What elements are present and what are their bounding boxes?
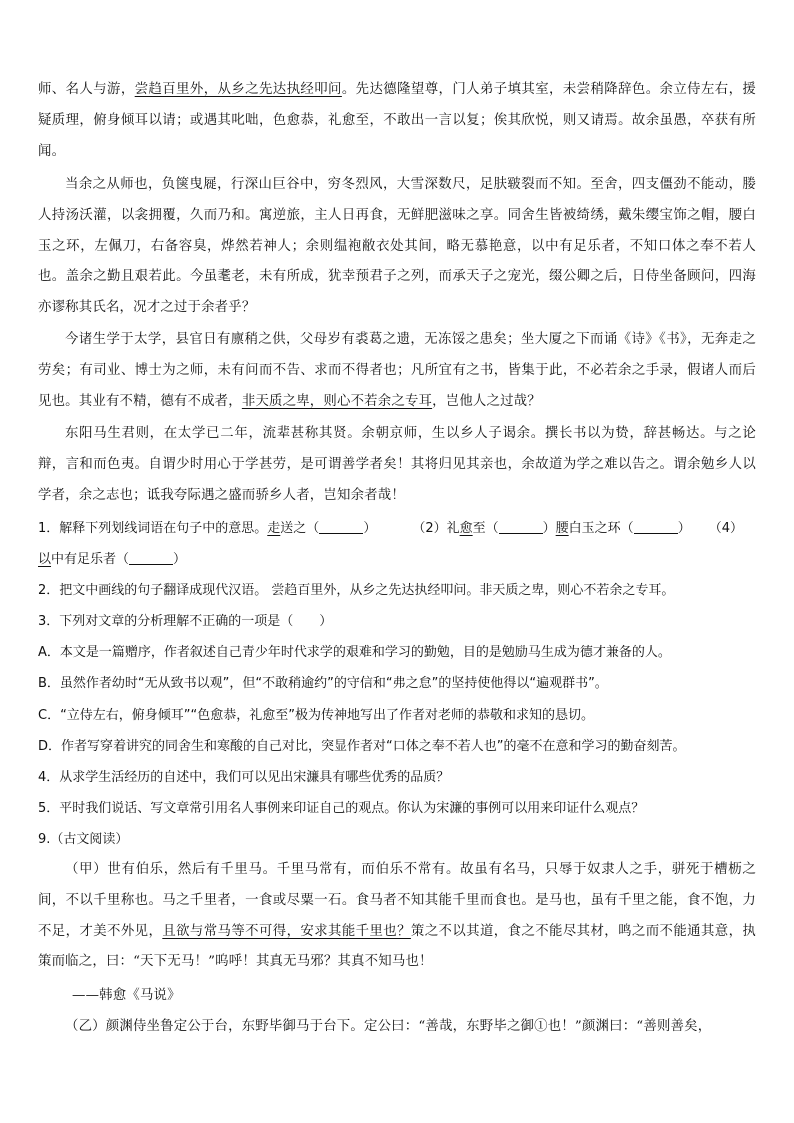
question-9: 9.（古文阅读） bbox=[38, 832, 129, 847]
option-b: B．虽然作者幼时“无从致书以观”，但“不敢稍逾约”的守信和“弗之怠”的坚持使他得以“遍观群书”。 bbox=[38, 676, 608, 691]
passage-yi: （乙）颜渊侍坐鲁定公于台，东野毕御马于台下。定公曰：“善哉，东野毕之御①也！”颜渊曰：“善则善矣， bbox=[65, 1019, 712, 1034]
text-span: ，岂他人之过哉？ bbox=[432, 393, 541, 409]
text-span: （2）礼 bbox=[412, 521, 460, 536]
passage-paragraph-4: 东阳马生君则，在太学已二年，流辈甚称其贤。余朝京师，生以乡人子谒余。撰长书以为贽，辞甚畅达。与之论辩，言和而色夷。自谓少时用心于学甚劳，是可谓善学者矣！其将归见其亲也，余故道为学之难以告之。谓余勉乡人以学者，余之志也；诋我夸际遇之盛而骄乡人者，岂知余者哉！ bbox=[38, 426, 756, 503]
question-5: 5．平时我们说话、写文章常引用名人事例来印证自己的观点。你认为宋濂的事例可以用来印证什么观点？ bbox=[38, 801, 645, 816]
source-attribution: ——韩愈《马说》 bbox=[72, 988, 181, 1003]
passage-jia bbox=[38, 855, 756, 978]
text-span: 送之（ bbox=[280, 521, 320, 536]
text-span: 今诸生学于太学，县官日有廪稍之供，父母岁有裘葛之遗，无冻馁之患矣；坐大厦之下而诵《诗》《书》，无奔走之劳矣；有司业、博士为之师，未有问而不告、求而不得者也；凡所宜有之书，皆集于此，不必若余之手录，假诸人而后见也。其业有不精，德有不成者， bbox=[38, 332, 756, 409]
text-span: 师、名人与游， bbox=[38, 82, 135, 97]
text-span: 策之不以其道，食之不能尽其材，鸣之而不能通其意，执策而临之，曰：“天下无马！”呜呼！其真无马邪？其真不知马也！ bbox=[38, 923, 756, 970]
text-span: （4） bbox=[708, 521, 743, 536]
question-1-lead: 1．解释下列划线词语在句子中的意思。 bbox=[38, 521, 268, 536]
passage-paragraph-1 bbox=[38, 75, 756, 167]
answer-blank[interactable] bbox=[499, 520, 543, 534]
underlined-sentence: 非天质之卑，则心不若余之专耳 bbox=[241, 393, 433, 409]
text-span: 白玉之环（ bbox=[568, 521, 634, 536]
text-span: 至（ bbox=[472, 521, 499, 536]
underlined-word: 腰 bbox=[555, 521, 569, 536]
text-span: ） bbox=[542, 521, 556, 536]
text-span: 中有足乐者（ bbox=[51, 552, 130, 567]
text-span: ） bbox=[173, 552, 187, 567]
answer-blank[interactable] bbox=[319, 520, 363, 534]
underlined-sentence: 且欲与常马等不可得，安求其能千里也？ bbox=[162, 923, 411, 939]
underlined-word: 走 bbox=[267, 521, 281, 536]
answer-blank[interactable] bbox=[634, 520, 678, 534]
text-span: ） bbox=[363, 521, 377, 536]
option-c: C．“立侍左右，俯身倾耳”“色愈恭，礼愈至”极为传神地写出了作者对老师的恭敬和求知的恳切。 bbox=[38, 708, 595, 723]
question-3: 3．下列对文章的分析理解不正确的一项是（ ） bbox=[38, 614, 333, 629]
passage-paragraph-2: 当余之从师也，负箧曳屣，行深山巨谷中，穷冬烈风，大雪深数尺，足肤皲裂而不知。至舍，四支僵劲不能动，媵人持汤沃灌，以衾拥覆，久而乃和。寓逆旅，主人日再食，无鲜肥滋味之享。同舍生皆被绮绣，戴朱缨宝饰之帽，腰白玉之环，左佩刀，右备容臭，烨然若神人；余则缊袍敝衣处其间，略无慕艳意，以中有足乐者，不知口体之奉不若人也。盖余之勤且艰若此。今虽耄老，未有所成，犹幸预君子之列，而承天子之宠光，缀公卿之后，日侍坐备顾问，四海亦谬称其氏名，况才之过于余者乎？ bbox=[38, 177, 756, 316]
answer-blank[interactable] bbox=[129, 551, 173, 565]
text-span: 。先达德隆望尊，门人弟子填其室，未尝稍降辞色。余立侍左右，援疑质理，俯身倾耳以请；或遇其叱咄，色愈恭，礼愈至，不敢出一言以复；俟其欣悦，则又请焉。故余虽愚，卒获有所闻。 bbox=[38, 82, 757, 159]
text-span: ） bbox=[677, 521, 691, 536]
text-span: （甲）世有伯乐，然后有千里马。千里马常有，而伯乐不常有。故虽有名马，只辱于奴隶人之手，骈死于槽枥之间，不以千里称也。马之千里者，一食或尽粟一石。食马者不知其能千里而食也。是马也，虽有千里之能，食不饱，力不足，才美不外见， bbox=[38, 862, 756, 939]
passage-paragraph-3 bbox=[38, 325, 756, 417]
option-d: D．作者写穿着讲究的同舍生和寒酸的自己对比，突显作者对“口体之奉不若人也”的毫不在意和学习的勤奋刻苦。 bbox=[38, 739, 686, 754]
underlined-sentence: 尝趋百里外，从乡之先达执经叩问 bbox=[134, 82, 342, 97]
underlined-word: 以 bbox=[38, 552, 52, 567]
question-4: 4．从求学生活经历的自述中，我们可以见出宋濂具有哪些优秀的品质？ bbox=[38, 770, 450, 785]
underlined-word: 愈 bbox=[459, 521, 473, 536]
question-1-continued bbox=[38, 544, 756, 575]
question-1 bbox=[38, 513, 756, 544]
option-a: A．本文是一篇赠序，作者叙述自己青少年时代求学的艰难和学习的勤勉，目的是勉励马生成为德才兼备的人。 bbox=[38, 645, 671, 660]
question-2: 2．把文中画线的句子翻译成现代汉语。 尝趋百里外，从乡之先达执经叩问。非天质之卑，则心不若余之专耳。 bbox=[38, 583, 675, 598]
